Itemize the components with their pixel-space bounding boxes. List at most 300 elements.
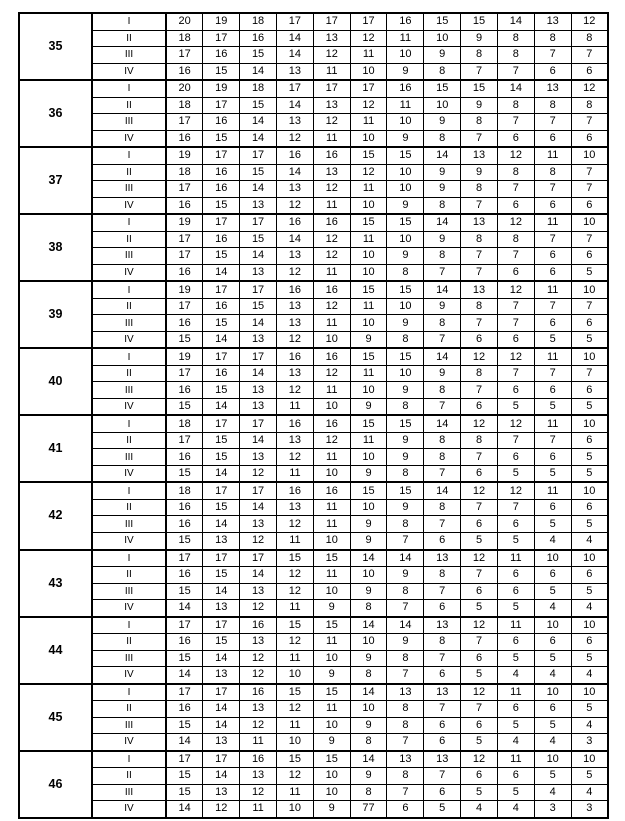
value-cell: 8: [424, 499, 461, 516]
value-cell: 8: [424, 432, 461, 449]
value-cell: 14: [424, 415, 461, 432]
value-cell: 4: [534, 734, 571, 751]
table-row: [19, 532, 608, 549]
value-cell: 9: [350, 717, 387, 734]
table-row: [19, 516, 608, 533]
value-cell: 7: [534, 114, 571, 131]
value-cell: 6: [461, 465, 498, 482]
value-cell: 16: [203, 181, 240, 198]
value-cell: 5: [571, 516, 608, 533]
value-cell: 4: [461, 801, 498, 818]
table-row: [19, 600, 608, 617]
value-cell: 9: [350, 465, 387, 482]
value-cell: 9: [350, 583, 387, 600]
value-cell: 8: [497, 231, 534, 248]
value-cell: 4: [534, 667, 571, 684]
value-cell: 5: [497, 784, 534, 801]
row-label: III: [92, 47, 166, 64]
value-cell: 17: [240, 550, 277, 567]
value-cell: 14: [240, 248, 277, 265]
value-cell: 16: [166, 315, 203, 332]
row-label: III: [92, 382, 166, 399]
value-cell: 7: [424, 465, 461, 482]
value-cell: 15: [203, 567, 240, 584]
table-row: [19, 298, 608, 315]
row-label: IV: [92, 197, 166, 214]
value-cell: 17: [240, 482, 277, 499]
value-cell: 8: [424, 382, 461, 399]
value-cell: 4: [571, 784, 608, 801]
value-cell: 7: [497, 181, 534, 198]
value-cell: 16: [166, 130, 203, 147]
table-row: [19, 634, 608, 651]
value-cell: 7: [387, 600, 424, 617]
value-cell: 9: [350, 768, 387, 785]
value-cell: 6: [571, 634, 608, 651]
value-cell: 5: [571, 331, 608, 348]
value-cell: 8: [387, 331, 424, 348]
value-cell: 8: [350, 734, 387, 751]
value-cell: 10: [571, 348, 608, 365]
value-cell: 15: [276, 617, 313, 634]
value-cell: 10: [350, 567, 387, 584]
value-cell: 7: [461, 567, 498, 584]
value-cell: 8: [461, 231, 498, 248]
table-row: [19, 13, 608, 30]
value-cell: 16: [240, 617, 277, 634]
value-cell: 14: [166, 600, 203, 617]
value-cell: 7: [571, 164, 608, 181]
value-cell: 10: [313, 331, 350, 348]
value-cell: 13: [534, 80, 571, 97]
value-cell: 12: [276, 768, 313, 785]
value-cell: 9: [350, 331, 387, 348]
row-label: II: [92, 164, 166, 181]
table-row: [19, 315, 608, 332]
value-cell: 13: [203, 667, 240, 684]
value-cell: 11: [387, 30, 424, 47]
value-cell: 15: [313, 751, 350, 768]
value-cell: 7: [497, 315, 534, 332]
value-cell: 17: [166, 298, 203, 315]
value-cell: 12: [276, 130, 313, 147]
row-label: I: [92, 281, 166, 298]
value-cell: 15: [350, 147, 387, 164]
value-cell: 14: [350, 550, 387, 567]
value-cell: 12: [240, 465, 277, 482]
value-cell: 16: [203, 164, 240, 181]
value-cell: 11: [276, 717, 313, 734]
table-row: [19, 717, 608, 734]
value-cell: 13: [387, 684, 424, 701]
table-row: [19, 331, 608, 348]
value-cell: 12: [461, 684, 498, 701]
row-label: II: [92, 634, 166, 651]
value-cell: 14: [424, 348, 461, 365]
value-cell: 13: [203, 734, 240, 751]
value-cell: 10: [313, 532, 350, 549]
row-label: III: [92, 717, 166, 734]
table-row: [19, 784, 608, 801]
value-cell: 11: [276, 398, 313, 415]
value-cell: 14: [203, 701, 240, 718]
value-cell: 15: [240, 231, 277, 248]
value-cell: 19: [166, 214, 203, 231]
value-cell: 12: [276, 449, 313, 466]
value-cell: 6: [534, 567, 571, 584]
value-cell: 7: [461, 315, 498, 332]
value-cell: 13: [276, 365, 313, 382]
value-cell: 17: [203, 348, 240, 365]
value-cell: 5: [571, 583, 608, 600]
value-cell: 12: [497, 348, 534, 365]
value-cell: 14: [166, 801, 203, 818]
group-number: 45: [19, 684, 92, 751]
value-cell: 9: [461, 164, 498, 181]
value-cell: 10: [387, 181, 424, 198]
table-row: [19, 398, 608, 415]
value-cell: 10: [424, 30, 461, 47]
value-cell: 7: [461, 499, 498, 516]
value-cell: 15: [387, 415, 424, 432]
value-cell: 10: [350, 248, 387, 265]
value-cell: 5: [497, 532, 534, 549]
value-cell: 12: [313, 231, 350, 248]
value-cell: 10: [313, 768, 350, 785]
value-cell: 8: [424, 449, 461, 466]
value-cell: 4: [571, 717, 608, 734]
value-cell: 11: [313, 315, 350, 332]
value-cell: 16: [166, 634, 203, 651]
value-cell: 10: [313, 784, 350, 801]
value-cell: 13: [240, 516, 277, 533]
value-cell: 17: [203, 30, 240, 47]
value-cell: 14: [203, 331, 240, 348]
value-cell: 11: [240, 801, 277, 818]
value-cell: 15: [166, 784, 203, 801]
value-cell: 8: [424, 130, 461, 147]
value-cell: 6: [461, 583, 498, 600]
value-cell: 14: [240, 315, 277, 332]
value-cell: 7: [461, 701, 498, 718]
value-cell: 6: [497, 583, 534, 600]
value-cell: 7: [497, 499, 534, 516]
group-number: 39: [19, 281, 92, 348]
value-cell: 15: [424, 13, 461, 30]
value-cell: 7: [497, 63, 534, 80]
table-row: [19, 214, 608, 231]
value-cell: 14: [203, 465, 240, 482]
value-cell: 10: [571, 617, 608, 634]
value-cell: 6: [534, 315, 571, 332]
table-row: [19, 550, 608, 567]
value-cell: 13: [276, 432, 313, 449]
row-label: III: [92, 583, 166, 600]
value-cell: 11: [497, 751, 534, 768]
value-cell: 6: [571, 432, 608, 449]
value-cell: 16: [166, 516, 203, 533]
value-cell: 8: [387, 516, 424, 533]
value-cell: 6: [424, 717, 461, 734]
value-cell: 5: [497, 600, 534, 617]
value-cell: 6: [497, 768, 534, 785]
table-row: [19, 47, 608, 64]
value-cell: 5: [534, 717, 571, 734]
value-cell: 10: [350, 130, 387, 147]
value-cell: 13: [534, 13, 571, 30]
value-cell: 12: [497, 415, 534, 432]
table-row: [19, 248, 608, 265]
value-cell: 16: [276, 147, 313, 164]
table-row: [19, 264, 608, 281]
value-cell: 10: [350, 449, 387, 466]
value-cell: 3: [571, 734, 608, 751]
value-cell: 15: [203, 197, 240, 214]
value-cell: 8: [424, 567, 461, 584]
value-cell: 17: [203, 281, 240, 298]
value-cell: 15: [350, 281, 387, 298]
value-cell: 11: [534, 482, 571, 499]
value-cell: 17: [166, 550, 203, 567]
value-cell: 14: [240, 432, 277, 449]
value-cell: 7: [571, 231, 608, 248]
table-row: [19, 567, 608, 584]
value-cell: 18: [166, 30, 203, 47]
value-cell: 20: [166, 13, 203, 30]
value-cell: 6: [534, 634, 571, 651]
value-cell: 9: [424, 164, 461, 181]
row-label: III: [92, 315, 166, 332]
value-cell: 17: [350, 13, 387, 30]
value-cell: 10: [571, 281, 608, 298]
value-cell: 9: [387, 432, 424, 449]
value-cell: 6: [571, 130, 608, 147]
value-cell: 10: [571, 415, 608, 432]
value-cell: 6: [571, 567, 608, 584]
value-cell: 5: [461, 532, 498, 549]
value-cell: 12: [276, 197, 313, 214]
row-label: IV: [92, 801, 166, 818]
value-cell: 9: [313, 667, 350, 684]
value-cell: 12: [240, 600, 277, 617]
value-cell: 7: [461, 197, 498, 214]
table-row: [19, 231, 608, 248]
value-cell: 6: [497, 701, 534, 718]
table-row: [19, 432, 608, 449]
value-cell: 9: [461, 30, 498, 47]
value-cell: 6: [424, 667, 461, 684]
group-number: 41: [19, 415, 92, 482]
value-cell: 12: [497, 147, 534, 164]
value-cell: 9: [461, 97, 498, 114]
value-cell: 15: [166, 650, 203, 667]
table-row: [19, 181, 608, 198]
value-cell: 7: [424, 583, 461, 600]
value-cell: 7: [534, 181, 571, 198]
value-cell: 15: [350, 348, 387, 365]
value-cell: 11: [497, 617, 534, 634]
value-cell: 7: [424, 650, 461, 667]
value-cell: 16: [166, 63, 203, 80]
value-cell: 12: [240, 650, 277, 667]
value-cell: 10: [313, 398, 350, 415]
table-row: [19, 382, 608, 399]
group-number: 40: [19, 348, 92, 415]
value-cell: 12: [240, 717, 277, 734]
row-label: II: [92, 499, 166, 516]
value-cell: 4: [571, 600, 608, 617]
value-cell: 14: [276, 30, 313, 47]
value-cell: 13: [276, 248, 313, 265]
row-label: III: [92, 516, 166, 533]
value-cell: 8: [424, 248, 461, 265]
value-cell: 16: [166, 382, 203, 399]
value-cell: 6: [461, 398, 498, 415]
value-cell: 5: [534, 516, 571, 533]
value-cell: 4: [571, 667, 608, 684]
value-cell: 11: [534, 214, 571, 231]
value-cell: 16: [166, 567, 203, 584]
value-cell: 7: [497, 298, 534, 315]
value-cell: 14: [240, 365, 277, 382]
value-cell: 10: [571, 482, 608, 499]
group-number: 38: [19, 214, 92, 281]
value-cell: 19: [166, 281, 203, 298]
value-cell: 10: [350, 499, 387, 516]
value-cell: 5: [461, 600, 498, 617]
value-cell: 17: [240, 348, 277, 365]
value-cell: 9: [424, 231, 461, 248]
value-cell: 5: [571, 768, 608, 785]
value-cell: 19: [203, 80, 240, 97]
value-cell: 13: [203, 600, 240, 617]
value-cell: 6: [534, 701, 571, 718]
value-cell: 11: [350, 231, 387, 248]
value-cell: 15: [203, 248, 240, 265]
value-cell: 16: [166, 197, 203, 214]
row-label: II: [92, 30, 166, 47]
value-cell: 17: [166, 617, 203, 634]
value-cell: 15: [313, 550, 350, 567]
value-cell: 9: [424, 181, 461, 198]
row-label: II: [92, 701, 166, 718]
value-cell: 17: [350, 80, 387, 97]
table-row: [19, 365, 608, 382]
value-cell: 6: [534, 449, 571, 466]
row-label: II: [92, 768, 166, 785]
value-cell: 13: [240, 634, 277, 651]
value-cell: 16: [387, 80, 424, 97]
value-cell: 11: [313, 63, 350, 80]
row-label: III: [92, 114, 166, 131]
value-cell: 14: [240, 63, 277, 80]
value-cell: 9: [387, 63, 424, 80]
value-cell: 17: [203, 550, 240, 567]
value-cell: 14: [424, 482, 461, 499]
value-cell: 15: [166, 465, 203, 482]
value-cell: 5: [571, 449, 608, 466]
value-cell: 11: [350, 47, 387, 64]
value-cell: 8: [461, 114, 498, 131]
value-cell: 16: [240, 751, 277, 768]
value-cell: 12: [461, 751, 498, 768]
value-cell: 8: [461, 365, 498, 382]
value-cell: 17: [203, 751, 240, 768]
value-cell: 17: [166, 684, 203, 701]
value-cell: 12: [461, 617, 498, 634]
table-row: [19, 415, 608, 432]
value-cell: 16: [276, 415, 313, 432]
value-cell: 12: [240, 667, 277, 684]
table-row: [19, 701, 608, 718]
value-cell: 17: [166, 365, 203, 382]
value-cell: 8: [387, 717, 424, 734]
value-cell: 17: [166, 114, 203, 131]
value-cell: 17: [240, 415, 277, 432]
row-label: I: [92, 214, 166, 231]
value-cell: 6: [497, 449, 534, 466]
table-row: [19, 617, 608, 634]
value-cell: 6: [497, 634, 534, 651]
value-cell: 4: [534, 600, 571, 617]
value-cell: 19: [203, 13, 240, 30]
value-cell: 7: [424, 398, 461, 415]
value-cell: 17: [203, 97, 240, 114]
value-cell: 8: [387, 583, 424, 600]
value-cell: 13: [424, 751, 461, 768]
value-cell: 15: [387, 482, 424, 499]
table-row: [19, 684, 608, 701]
value-cell: 7: [571, 365, 608, 382]
value-cell: 11: [276, 600, 313, 617]
value-cell: 6: [534, 382, 571, 399]
value-cell: 6: [461, 331, 498, 348]
value-cell: 8: [461, 432, 498, 449]
value-cell: 5: [461, 784, 498, 801]
value-cell: 11: [350, 181, 387, 198]
value-cell: 15: [166, 583, 203, 600]
table-row: [19, 583, 608, 600]
value-cell: 7: [534, 365, 571, 382]
value-cell: 13: [240, 701, 277, 718]
value-cell: 5: [497, 398, 534, 415]
value-cell: 14: [203, 398, 240, 415]
value-cell: 10: [313, 465, 350, 482]
value-cell: 11: [276, 532, 313, 549]
value-cell: 5: [497, 465, 534, 482]
row-label: II: [92, 567, 166, 584]
value-cell: 4: [534, 532, 571, 549]
value-cell: 15: [203, 449, 240, 466]
value-cell: 5: [571, 264, 608, 281]
value-cell: 10: [350, 382, 387, 399]
row-label: I: [92, 147, 166, 164]
value-cell: 12: [313, 248, 350, 265]
value-cell: 13: [240, 768, 277, 785]
value-cell: 16: [166, 499, 203, 516]
value-cell: 16: [166, 701, 203, 718]
value-cell: 15: [203, 634, 240, 651]
value-cell: 8: [387, 398, 424, 415]
value-cell: 18: [166, 97, 203, 114]
value-cell: 6: [497, 130, 534, 147]
value-cell: 17: [240, 147, 277, 164]
value-cell: 13: [240, 382, 277, 399]
table-row: [19, 114, 608, 131]
value-cell: 16: [276, 348, 313, 365]
value-cell: 19: [166, 147, 203, 164]
value-cell: 15: [203, 499, 240, 516]
